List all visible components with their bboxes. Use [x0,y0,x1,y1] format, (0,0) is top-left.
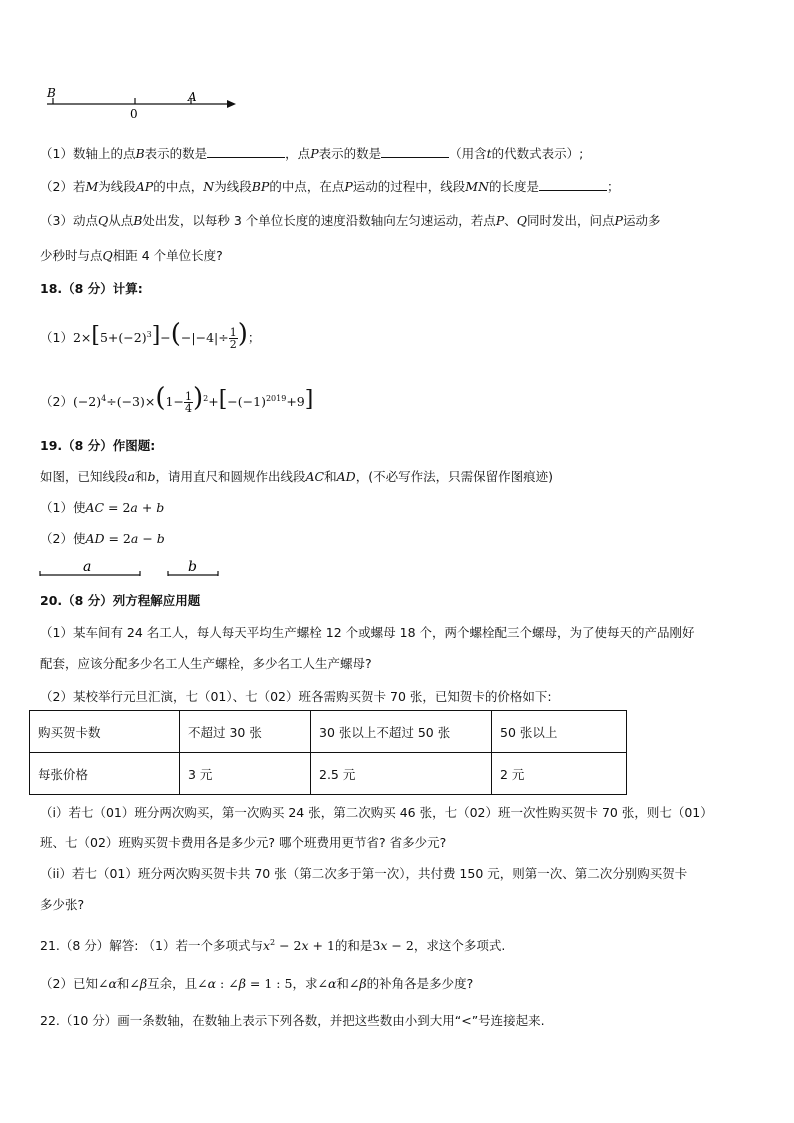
price-table [29,710,627,795]
q19-intro: 如图，已知线段a和b，请用直尺和圆规作出线段AC和AD，(不必写作法，只需保留作图痕迹) [40,469,553,484]
q19-part1: （1）使AC = 2a + b [40,500,165,515]
q18-expression-1: $2\times[5+(-2)^3]-(-|-4|\div$ $\frac{1}{2}$ ) [72,319,248,351]
q17-part3-line2: 少秒时与点Q相距 4 个单位长度? [40,248,223,263]
table-cell: 购买贺卡数 [30,711,180,753]
q20-i-line1: （i）若七（01）班分两次购买，第一次购买 24 张，第二次购买 46 张，七（02）班一次性购买贺卡 70 张，则七（01） [40,805,713,820]
table-cell: 不超过 30 张 [180,711,311,753]
table-cell: 50 张以上 [492,711,627,753]
table-cell: 每张价格 [30,753,180,795]
table-row [30,753,627,795]
label-zero: 0 [130,107,138,121]
q22-text: 22.（10 分）画一条数轴，在数轴上表示下列各数，并把这些数由小到大用“<”号连接起来. [40,1013,545,1028]
table-cell: 2.5 元 [311,753,492,795]
q20-part2-line1: （2）某校举行元旦汇演，七（01）、七（02）班各需购买贺卡 70 张，已知贺卡的价格如下: [40,689,552,704]
q19-heading: 19.（8 分）作图题: [40,438,156,453]
q20-part1-line1: （1）某车间有 24 名工人，每人每天平均生产螺栓 12 个或螺母 18 个，两个螺栓配三个螺母，为了使每天的产品刚好 [40,625,695,640]
q21-part2: （2）已知∠α和∠β互余，且∠α : ∠β = 1 : 5，求∠α和∠β的补角各是多少度? [40,976,474,991]
q20-heading: 20.（8 分）列方程解应用题 [40,593,201,608]
number-line-figure [0,0,794,130]
answer-blank[interactable] [539,177,607,191]
q17-part3-line1: （3）动点Q从点B处出发，以每秒 3 个单位长度的速度沿数轴向左匀速运动，若点P、Q同时发出，问点P运动多 [40,213,661,228]
table-row [30,711,627,753]
label-b: B [47,86,56,100]
q18-expression-2: $(-2)^4\div(-3)\times(1-$ $\frac{1}{4}$ )$^2+[-(-1)^{2019}+9]$ [72,383,314,415]
answer-blank[interactable] [381,144,449,158]
q20-i-line2: 班、七（02）班购买贺卡费用各是多少元? 哪个班费用更节省? 省多少元? [40,835,447,850]
q19-part2: （2）使AD = 2a − b [40,531,165,546]
q21-part1: 21.（8 分）解答: （1）若一个多项式与$x^2 - 2x + 1$的和是3x − 2，求这个多项式. [40,938,506,954]
q20-part1-line2: 配套，应该分配多少名工人生产螺栓，多少名工人生产螺母? [40,656,372,671]
q18-part1: $(1)2\times[5+(-2)^3]-(-|-4|\div$ $\frac{1}{2}$ )； [40,319,261,351]
q17-part2: （2）若M为线段AP的中点，N为线段BP的中点，在点P运动的过程中，线段MN的长度是 ； [40,179,620,194]
label-a: A [188,90,197,104]
q18-part2: $(2)(-2)^4\div(-3)\times(1-$ $\frac{1}{4}$ )$^2+[-(-1)^{2019}+9]$ [40,383,314,415]
answer-blank[interactable] [207,144,285,158]
table-cell: 2 元 [492,753,627,795]
segments-figure [0,558,794,588]
q17-part1: （1）数轴上的点B表示的数是 ，点P表示的数是 （用含t的代数式表示）; [40,146,584,161]
q20-ii-line2: 多少张? [40,897,85,912]
q18-heading: 18.（8 分）计算: [40,281,143,296]
q20-ii-line1: （ii）若七（01）班分两次购买贺卡共 70 张（第二次多于第一次），共付费 150 元，则第一次、第二次分别购买贺卡 [40,866,688,881]
segment-a-label: a [83,559,92,575]
table-cell: 3 元 [180,753,311,795]
table-cell: 30 张以上不超过 50 张 [311,711,492,753]
segment-b-label: b [188,559,197,575]
number-line-arrow [227,100,236,108]
